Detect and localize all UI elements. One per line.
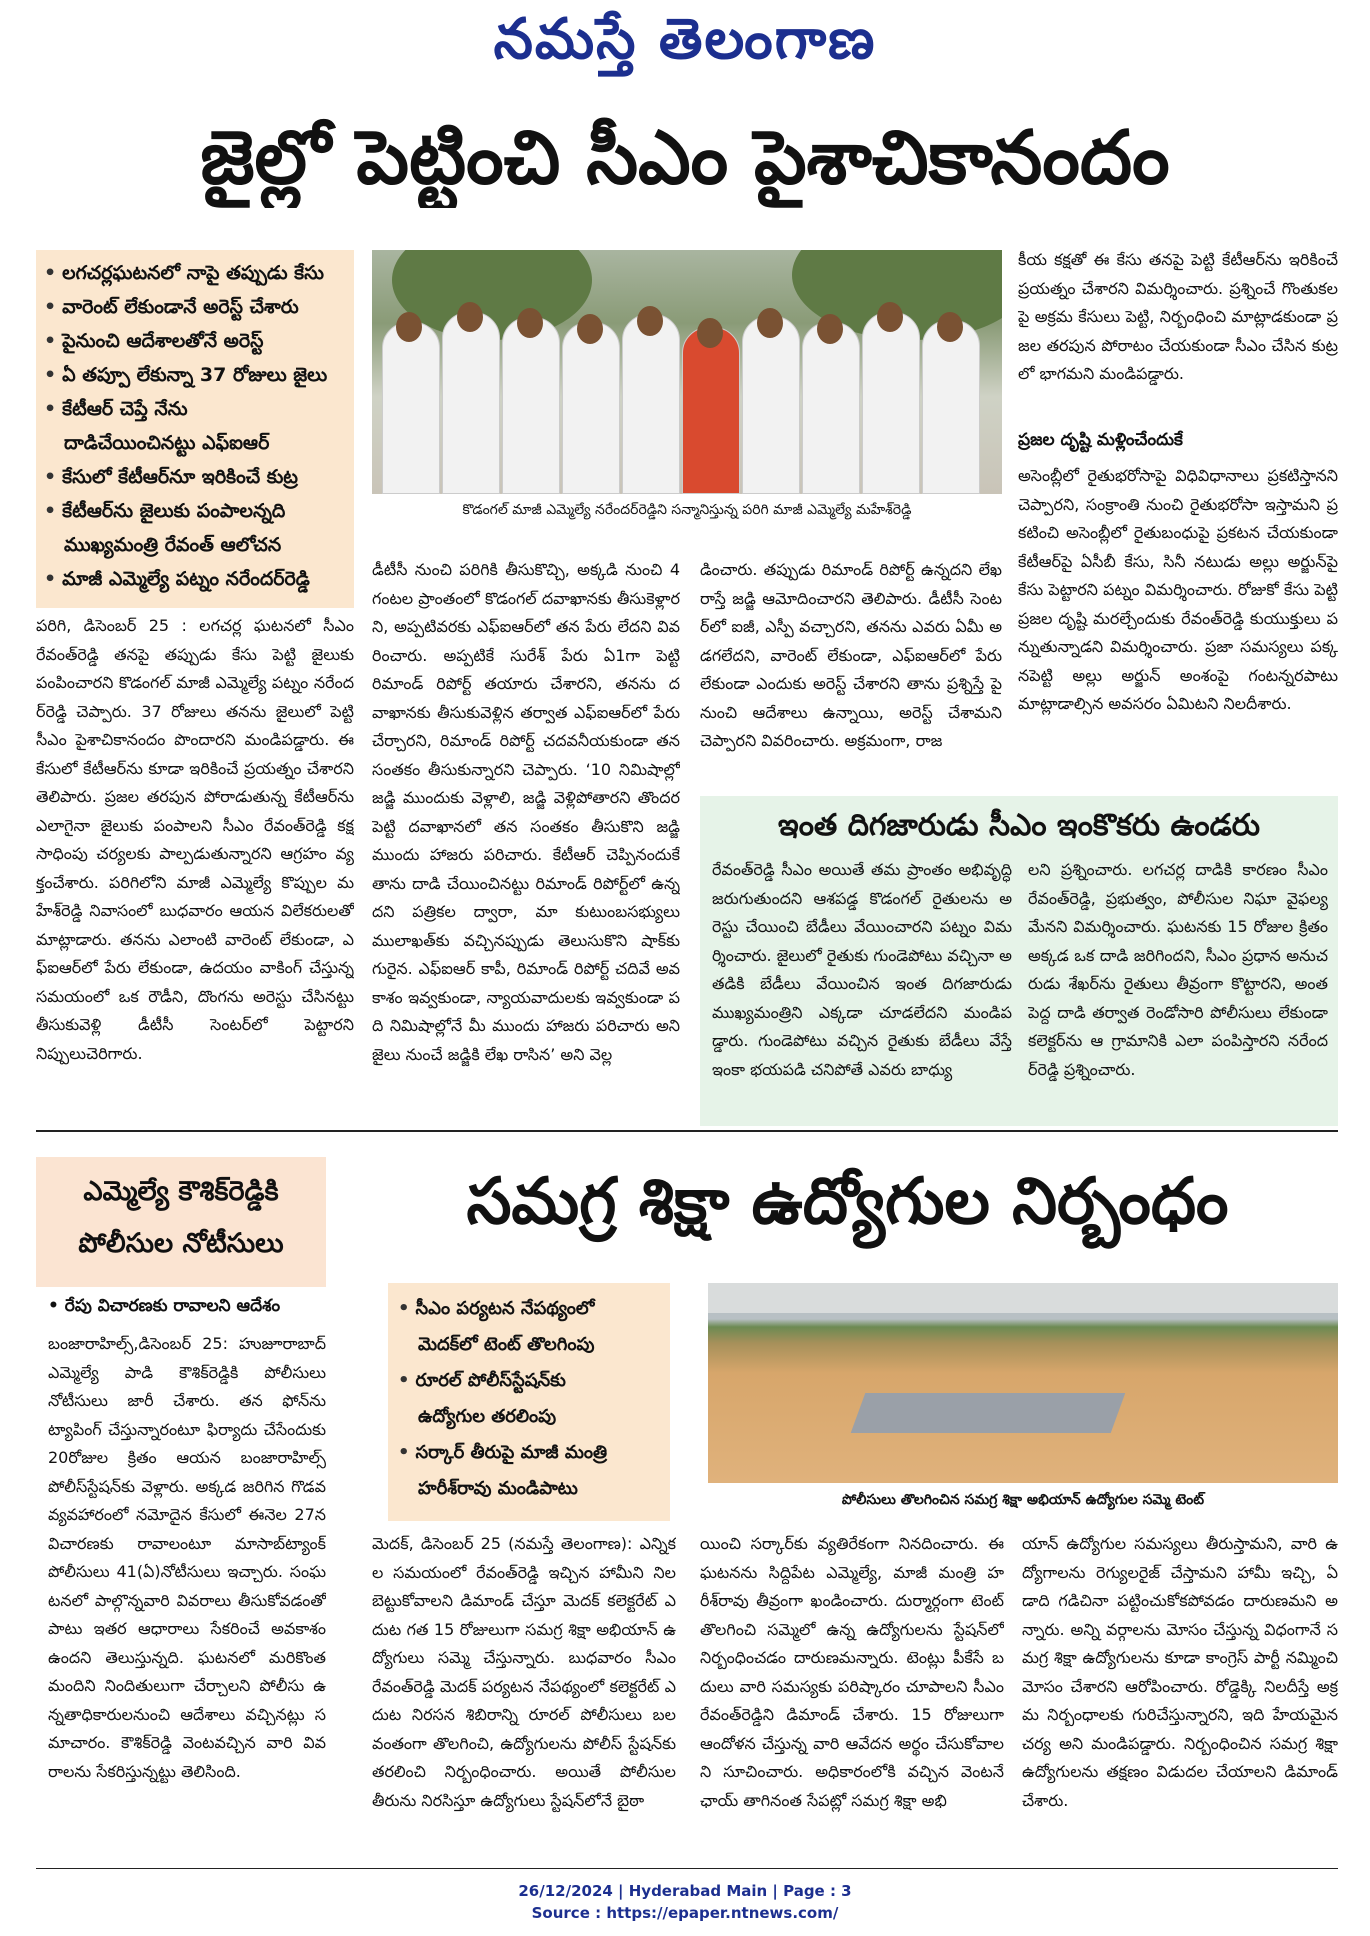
story1-column-3: డించారు. తప్పుడు రిమాండ్ రిపోర్ట్ ఉన్నదని లేఖ రాస్తే జడ్జి ఆమోదించారని తెలిపారు. డీటీసీ సెంటర్‌లో ఐజీ, ఎస్పీ వచ్చారని, తనను ఎవరు ఏమీ అడగలేదని, వారెంట్ లేకుండా, ఎఫ్ఐఆర్‌లో పేరు లేకుండా ఎందుకు అరెస్ట్ చేశారని తాను ప్రశ్నిస్తే పై నుంచి ఆదేశాలు ఉన్నాయి, అరెస్ట్ చేశామని చెప్పారని వివరించారు. అక్రమంగా, రాజ: [700, 560, 1002, 750]
story1-column-1: పరిగి, డిసెంబర్ 25 : లగచర్ల ఘటనలో సీఎం రేవంత్‌రెడ్డి తనపై తప్పుడు కేసు పెట్టి జైలుకు పంపించారని కొడంగల్ మాజీ ఎమ్మెల్యే పట్నం నరేందర్‌రెడ్డి చెప్పారు. 37 రోజులు తనను జైలులో పెట్టి సీఎం పైశాచికానందం పొందారని మండిపడ్డారు. ఈ కేసులో కేటీఆర్‌ను కూడా ఇరికించే ప్రయత్నం చేశారని తెలిపారు. ప్రజల తరపున పోరాడుతున్న కేటీఆర్‌ను ఎలాగైనా జైలుకు పంపాలని సీఎం రేవంత్‌రెడ్డి కక్ష సాధింపు చర్యలకు పాల్పడుతున్నారని ఆగ్రహం వ్యక్తంచేశారు. పరిగిలోని మాజీ ఎమ్మెల్యే కొప్పుల మహేశ్‌రెడ్డి నివాసంలో బుధవారం ఆయన విలేకరులతో మాట్లాడారు. తనను ఎలాంటి వారెంట్ లేకుండా, ఎఫ్ఐఆర్‌లో పేరు లేకుండా, ఉదయం వాకింగ్ చేస్తున్న సమయంలో ఒక రౌడీని, దొంగను అరెస్టు చేసినట్టు తీసుకువెళ్లి డీటీసీ సెంటర్‌లో పెట్టారని నిప్పులుచెరిగారు.: [36, 616, 354, 1063]
highlight-item: మెదక్‌లో టెంట్ తొలగింపు: [418, 1334, 595, 1355]
highlight-item: • సర్కార్ తీరుపై మాజీ మంత్రి: [398, 1442, 608, 1463]
story3-column-3: యాన్ ఉద్యోగుల సమస్యలు తీరుస్తామని, వారి ఉద్యోగాలను రెగ్యులరైజ్ చేస్తామని హామీ ఇచ్చి, ఏడాది గడిచినా పట్టించుకోకపోవడం దారుణమని అన్నారు. అన్ని వర్గాలను మోసం చేస్తున్న విధంగానే సమగ్ర శిక్షా ఉద్యోగులను కూడా కాంగ్రెస్ పార్టీ నమ్మించి మోసం చేశారని ఆరోపించారు. రోడ్డెక్కి నిలదీస్తే అక్రమ నిర్బంధాలకు గురిచేస్తున్నారని, ఇది హేయమైన చర్య అని మండిపడ్డారు. నిర్బంధించిన సమగ్ర శిక్షా ఉద్యోగులను తక్షణం విడుదల చేయాలని డిమాండ్ చేశారు.: [1022, 1534, 1338, 1810]
highlight-item: • పైనుంచి ఆదేశాలతోనే అరెస్ట్: [44, 330, 264, 352]
footer-divider: [36, 1868, 1338, 1869]
bullet-icon: •: [398, 1370, 410, 1391]
highlights-box: [36, 250, 354, 608]
highlight-item: • రూరల్ పోలీస్‌స్టేషన్‌కు: [398, 1370, 566, 1391]
main-headline: జైల్లో పెట్టించి సీఎం పైశాచికానందం: [200, 115, 1170, 201]
section-divider: [36, 1130, 1338, 1132]
bullet-icon: •: [44, 330, 57, 352]
highlight-item: • కేటీఆర్ చెప్తే నేను: [44, 398, 188, 420]
highlight-item: • కేటీఆర్‌ను జైలుకు పంపాలన్నది: [44, 500, 286, 522]
highlight-item: దాడిచేయించినట్టు ఎఫ్ఐఆర్: [64, 432, 270, 454]
story3-column-1: మెదక్, డిసెంబర్ 25 (నమస్తే తెలంగాణ): ఎన్నికల సమయంలో రేవంత్‌రెడ్డి ఇచ్చిన హామీని నిలబెట్టుకోవాలని డిమాండ్ చేస్తూ మెదక్ కలెక్టరేట్ ఎదుట గత 15 రోజులుగా సమగ్ర శిక్షా అభియాన్ ఉద్యోగులు సమ్మె చేస్తున్నారు. బుధవారం సీఎం రేవంత్‌రెడ్డి మెదక్ పర్యటన నేపథ్యంలో కలెక్టరేట్ ఎదుట నిరసన శిబిరాన్ని రూరల్ పోలీసులు బలవంతంగా తొలగించి, ఉద్యోగులను పోలీస్ స్టేషన్‌కు తరలించి నిర్బంధించారు. అయితే పోలీసుల తీరును నిరసిస్తూ ఉద్యోగులు స్టేషన్‌లోనే బైఠా: [372, 1534, 676, 1810]
story-photo-tent-site: [708, 1283, 1338, 1483]
story3-column-2: యించి సర్కార్‌కు వ్యతిరేకంగా నినదించారు. ఈ ఘటనను సిద్దిపేట ఎమ్మెల్యే, మాజీ మంత్రి హరీశ్‌రావు తీవ్రంగా ఖండించారు. దుర్మార్గంగా టెంట్ తొలగించి సమ్మెలో ఉన్న ఉద్యోగులను స్టేషన్‌లో నిర్బంధించడం దారుణమన్నారు. టెంట్లు పీకేసే బదులు వారి సమస్యకు పరిష్కారం చూపాలని సీఎం రేవంత్‌రెడ్డిని డిమాండ్ చేశారు. 15 రోజులుగా ఆందోళన చేస్తున్న వారి ఆవేదన అర్థం చేసుకోవాలని సూచించారు. అధికారంలోకి వచ్చిన వెంటనే ఛాయ్ తాగినంత సేపట్లో సమగ్ర శిక్షా అభి: [700, 1534, 1004, 1810]
masthead-logo: నమస్తే తెలంగాణ: [493, 6, 877, 72]
highlight-item: ఉద్యోగుల తరలింపు: [418, 1406, 557, 1427]
story1-column-4b: అసెంబ్లీలో రైతుభరోసాపై విధివిధానాలు ప్రకటిస్తానని చెప్పారని, సంక్రాంతి నుంచి రైతుభరోసా ఇస్తామని ప్రకటించి అసెంబ్లీలో రైతుబంధుపై ప్రకటన చేయకుండా కేటీఆర్‌పై ఏసీబీ కేసు, సినీ నటుడు అల్లు అర్జున్‌పై కేసు పెట్టారని పట్నం విమర్శించారు. రోజుకో కేసు పెట్టి ప్రజల దృష్టి మరల్చేందుకు రేవంత్‌రెడ్డి కుయుక్తులు పన్నుతున్నాడని విమర్శించారు. ప్రజా సమస్యలు పక్కనపెట్టి అల్లు అర్జున్ అంశంపై గంటన్నరపాటు మాట్లాడాల్సిన అవసరం ఏమిటని నిలదీశారు.: [1018, 466, 1338, 713]
footer-source-link[interactable]: Source : https://epaper.ntnews.com/: [531, 1904, 839, 1922]
bullet-icon: •: [398, 1442, 410, 1463]
sidebox-column-1: రేవంత్‌రెడ్డి సీఎం అయితే తమ ప్రాంతం అభివృద్ధి జరుగుతుందని ఆశపడ్డ కొడంగల్ రైతులను అరెస్టు చేయించి బేడీలు వేయించారని పట్నం విమర్శించారు. జైలులో రైతుకు గుండెపోటు వచ్చినా అతడికి బేడీలు వేయించిన ఇంత దిగజారుడు ముఖ్యమంత్రిని ఎక్కడా చూడలేదని మండిపడ్డారు. గుండెపోటు వచ్చిన రైతుకు బేడీలు వేస్తే ఇంకా భయపడి చనిపోతే ఎవరు బాధ్యు: [712, 860, 1012, 1079]
sidebox-title: ఇంత దిగజారుడు సీఎం ఇంకొకరు ఉండరు: [778, 808, 1260, 843]
story3-photo-caption: పోలీసులు తొలగించిన సమగ్ర శిక్షా అభియాన్ ఉద్యోగుల సమ్మె టెంట్: [841, 1492, 1205, 1508]
page-footer: [0, 1880, 1370, 1924]
bullet-icon: •: [44, 568, 57, 590]
sidebox-column-2: లని ప్రశ్నించారు. లగచర్ల దాడికి కారణం సీఎం రేవంత్‌రెడ్డి, ప్రభుత్వం, పోలీసుల నిఘా వైఫల్యమేనని విమర్శించారు. ఘటనకు 15 రోజుల క్రితం అక్కడ ఒక దాడి జరిగిందని, సీఎం ప్రధాన అనుచరుడు శేఖర్‌ను రైతులు తీవ్రంగా కొట్టారని, అంత పెద్ద దాడి తర్వాత రెండోసారి పోలీసులు లేకుండా కలెక్టర్‌ను ఆ గ్రామానికి ఎలా పంపిస్తారని నరేందర్‌రెడ్డి ప్రశ్నించారు.: [1028, 860, 1328, 1079]
bullet-icon: •: [44, 364, 57, 386]
story2-title: ఎమ్మెల్యే కౌశిక్‌రెడ్డికి పోలీసుల నోటీసులు: [78, 1176, 284, 1259]
highlight-item: • ఏ తప్పూ లేకున్నా 37 రోజులు జైలు: [44, 364, 328, 386]
highlight-item: • వారెంట్ లేకుండానే అరెస్ట్ చేశారు: [44, 296, 299, 318]
photo-caption: కొడంగల్ మాజీ ఎమ్మెల్యే నరేందర్‌రెడ్డిని సన్మానిస్తున్న పరిగి మాజీ ఎమ్మెల్యే మహేశ్‌రెడ్డి: [462, 502, 912, 518]
highlight-item: • లగచర్లఘటనలో నాపై తప్పుడు కేసు: [44, 262, 324, 284]
story3-headline: సమగ్ర శిక్షా ఉద్యోగుల నిర్బంధం: [466, 1165, 1229, 1239]
bullet-icon: •: [44, 296, 57, 318]
highlight-item: • సీఎం పర్యటన నేపథ్యంలో: [398, 1298, 595, 1319]
story2-bullet: • రేపు విచారణకు రావాలని ఆదేశం: [48, 1296, 281, 1316]
bullet-icon: •: [44, 466, 57, 488]
bullet-icon: •: [48, 1296, 65, 1316]
bullet-icon: •: [398, 1298, 410, 1319]
highlight-item: ముఖ్యమంత్రి రేవంత్ ఆలోచన: [64, 534, 282, 556]
story-photo-felicitation: [372, 250, 1002, 494]
story3-highlights-box: [388, 1283, 670, 1521]
highlight-item: హరీశ్‌రావు మండిపాటు: [418, 1478, 578, 1499]
bullet-icon: •: [44, 262, 57, 284]
bullet-icon: •: [44, 398, 57, 420]
bullet-icon: •: [44, 500, 57, 522]
story1-column-2: డీటీసీ నుంచి పరిగికి తీసుకొచ్చి, అక్కడి నుంచి 4 గంటల ప్రాంతంలో కొడంగల్ దవాఖానకు తీసుకెళ్లారని, అప్పటివరకు ఎఫ్ఐఆర్‌లో తన పేరు లేదని వివరించారు. అప్పటికే సురేశ్ పేరు ఏ1గా పెట్టి రిమాండ్ రిపోర్ట్ తయారు చేశారని, తనను దవాఖానకు తీసుకువెళ్లిన తర్వాత ఎఫ్ఐఆర్‌లో పేరు చేర్చారని, రిమాండ్ రిపోర్ట్ చదవనీయకుండా తన సంతకం తీసుకున్నారని చెప్పారు. ‘10 నిమిషాల్లో జడ్జి ముందుకు వెళ్లాలి, జడ్జి వెళ్లిపోతారని తొందర పెట్టి దవాఖానలో తన సంతకం తీసుకొని జడ్జి ముందు హాజరు పరిచారు. కేటీఆర్ చెప్పినందుకే తాను దాడి చేయించినట్టు రిమాండ్ రిపోర్ట్‌లో ఉన్నదని పత్రికల ద్వారా, మా కుటుంబసభ్యులు ములాఖత్‌కు వచ్చినప్పుడు తెలుసుకొని షాక్‌కు గురైన. ఎఫ్ఐఆర్ కాపీ, రిమాండ్ రిపోర్ట్ చదివే అవకాశం ఇవ్వకుండా, న్యాయవాదులకు ఇవ్వకుండా పది నిమిషాల్లోనే మీ ముందు హాజరు పరిచారు అని జైలు నుంచే జడ్జికి లేఖ రాసిన’ అని వెల్ల: [372, 560, 680, 1064]
story1-column-4: కీయ కక్షతో ఈ కేసు తనపై పెట్టి కేటీఆర్‌ను ఇరికించే ప్రయత్నం చేశారని విమర్శించారు. ప్రశ్నించే గొంతుకలపై అక్రమ కేసులు పెట్టి, నిర్బంధించి మాట్లాడకుండా ప్రజల తరపున పోరాటం చేయకుండా సీఎం చేసిన కుట్రలో భాగమని మండిపడ్డారు.: [1018, 250, 1338, 383]
highlight-item: • కేసులో కేటీఆర్‌నూ ఇరికించే కుట్ర: [44, 466, 298, 488]
highlight-item: • మాజీ ఎమ్మెల్యే పట్నం నరేందర్‌రెడ్డి: [44, 568, 310, 590]
footer-date-edition: 26/12/2024 | Hyderabad Main | Page : 3: [518, 1882, 852, 1900]
story2-body: బంజారాహిల్స్,డిసెంబర్ 25: హుజూరాబాద్ ఎమ్మెల్యే పాడి కౌశిక్‌రెడ్డికి పోలీసులు నోటీసులు జారీ చేశారు. తన ఫోన్‌ను ట్యాపింగ్ చేస్తున్నారంటూ ఫిర్యాదు చేసేందుకు 20రోజుల క్రితం ఆయన బంజారాహిల్స్ పోలీస్‌స్టేషన్‌కు వెళ్లారు. అక్కడ జరిగిన గొడవ వ్యవహారంలో నమోదైన కేసులో ఈనెల 27న విచారణకు రావాలంటూ మాసాబ్‌ట్యాంక్ పోలీసులు 41(ఏ)నోటీసులు ఇచ్చారు. సంఘటనలో పాల్గొన్నవారి వివరాలు తీసుకోవడంతో పాటు ఇతర ఆధారాలు సేకరించే అవకాశం ఉందని తెలుస్తున్నది. ఘటనలో మరికొంత మందిని నిందితులుగా చేర్చాలని పోలీసు ఉన్నతాధికారులనుంచి ఆదేశాలు వచ్చినట్లు స మాచారం. కౌశిక్‌రెడ్డి వెంటవచ్చిన వారి వివరాలను సేకరిస్తున్నట్టు తెలిసింది.: [48, 1334, 326, 1781]
story1-subheading: ప్రజల దృష్టి మళ్లించేందుకే: [1018, 430, 1183, 450]
